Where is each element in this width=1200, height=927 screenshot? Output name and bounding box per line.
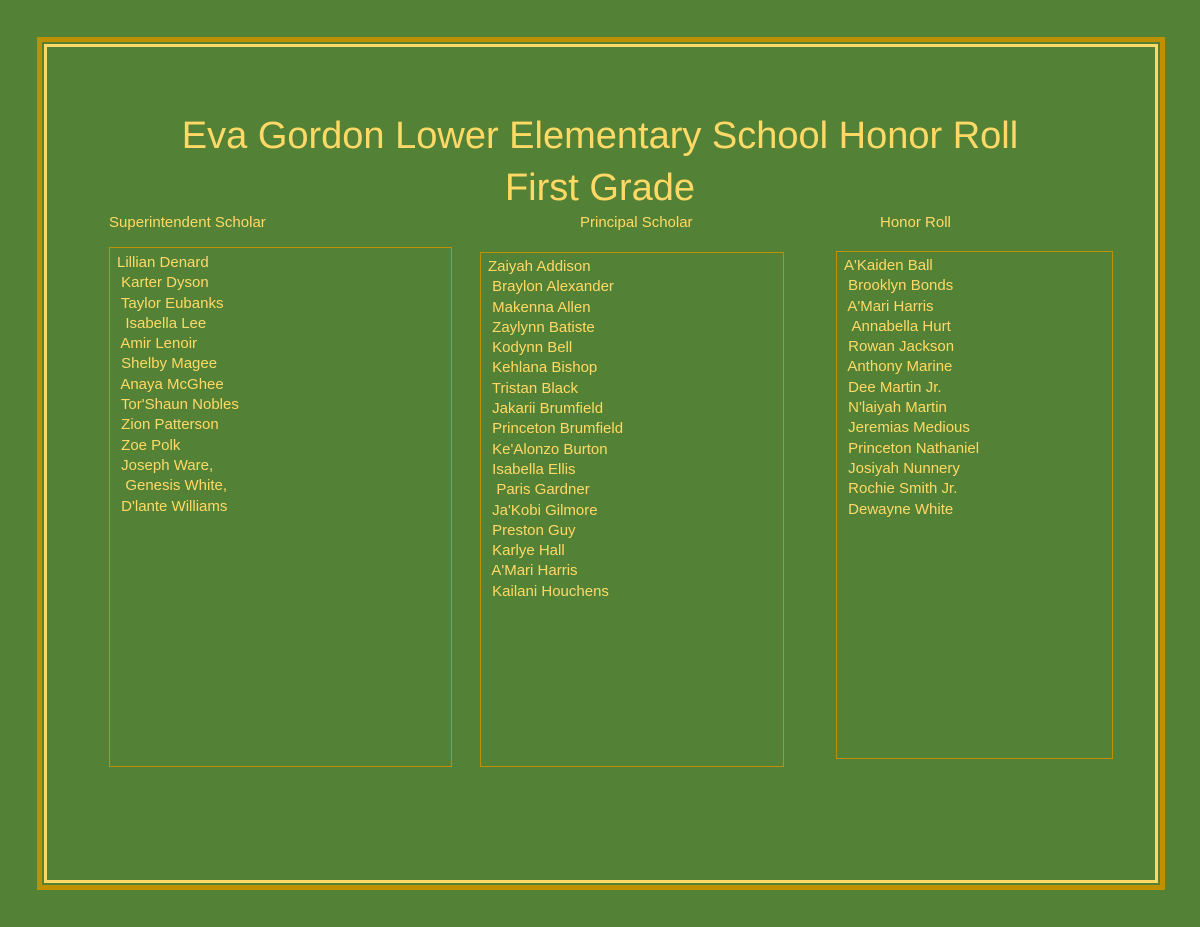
list-item: Zaiyah Addison: [488, 258, 591, 275]
list-item: A'Kaiden Ball: [844, 257, 933, 274]
list-item: Karter Dyson: [117, 274, 209, 292]
list-item: Rowan Jackson: [844, 338, 955, 356]
list-item: Tor'Shaun Nobles: [117, 396, 239, 414]
list-item: Dewayne White: [844, 500, 954, 518]
honor-roll-list: [844, 256, 979, 520]
list-item: Annabella Hurt: [844, 317, 951, 335]
list-item: Amir Lenoir: [117, 335, 198, 353]
list-item: Dee Martin Jr.: [844, 378, 942, 396]
honor-roll-heading: Honor Roll: [880, 214, 951, 231]
list-item: Anaya McGhee: [117, 375, 224, 393]
list-item: Braylon Alexander: [488, 278, 614, 296]
list-item: Taylor Eubanks: [117, 294, 224, 312]
list-item: Kailani Houchens: [488, 582, 609, 600]
principal-scholar-heading: Principal Scholar: [580, 214, 693, 231]
list-item: Genesis White,: [117, 477, 228, 495]
list-item: Preston Guy: [488, 521, 576, 539]
list-item: Princeton Brumfield: [488, 420, 624, 438]
list-item: Josiyah Nunnery: [844, 459, 960, 477]
list-item: Kehlana Bishop: [488, 359, 598, 377]
list-item: N'laiyah Martin: [844, 399, 947, 417]
list-item: Ja'Kobi Gilmore: [488, 501, 598, 519]
list-item: A'Mari Harris: [488, 562, 578, 580]
superintendent-scholar-heading: Superintendent Scholar: [109, 214, 266, 231]
list-item: Paris Gardner: [488, 481, 590, 499]
list-item: Joseph Ware,: [117, 456, 214, 474]
list-item: Zion Patterson: [117, 416, 219, 434]
list-item: Isabella Ellis: [488, 460, 576, 478]
list-item: Jakarii Brumfield: [488, 400, 604, 418]
list-item: Isabella Lee: [117, 314, 207, 332]
list-item: Rochie Smith Jr.: [844, 480, 958, 498]
list-item: Kodynn Bell: [488, 339, 573, 357]
page-subtitle: First Grade: [504, 167, 696, 209]
list-item: Brooklyn Bonds: [844, 277, 954, 295]
list-item: Tristan Black: [488, 379, 579, 397]
superintendent-scholar-list: [117, 253, 239, 517]
list-item: Zoe Polk: [117, 436, 181, 454]
list-item: Lillian Denard: [117, 254, 209, 271]
list-item: Makenna Allen: [488, 298, 591, 316]
list-item: Princeton Nathaniel: [844, 439, 980, 457]
list-item: Zaylynn Batiste: [488, 318, 595, 336]
list-item: A'Mari Harris: [844, 297, 934, 315]
principal-scholar-list: [488, 257, 623, 602]
list-item: Anthony Marine: [844, 358, 953, 376]
list-item: D'lante Williams: [117, 497, 228, 515]
list-item: Karlye Hall: [488, 542, 565, 560]
list-item: Ke'Alonzo Burton: [488, 440, 608, 458]
list-item: Jeremias Medious: [844, 419, 970, 437]
list-item: Shelby Magee: [117, 355, 218, 373]
page-title: Eva Gordon Lower Elementary School Honor Roll: [181, 115, 1019, 157]
